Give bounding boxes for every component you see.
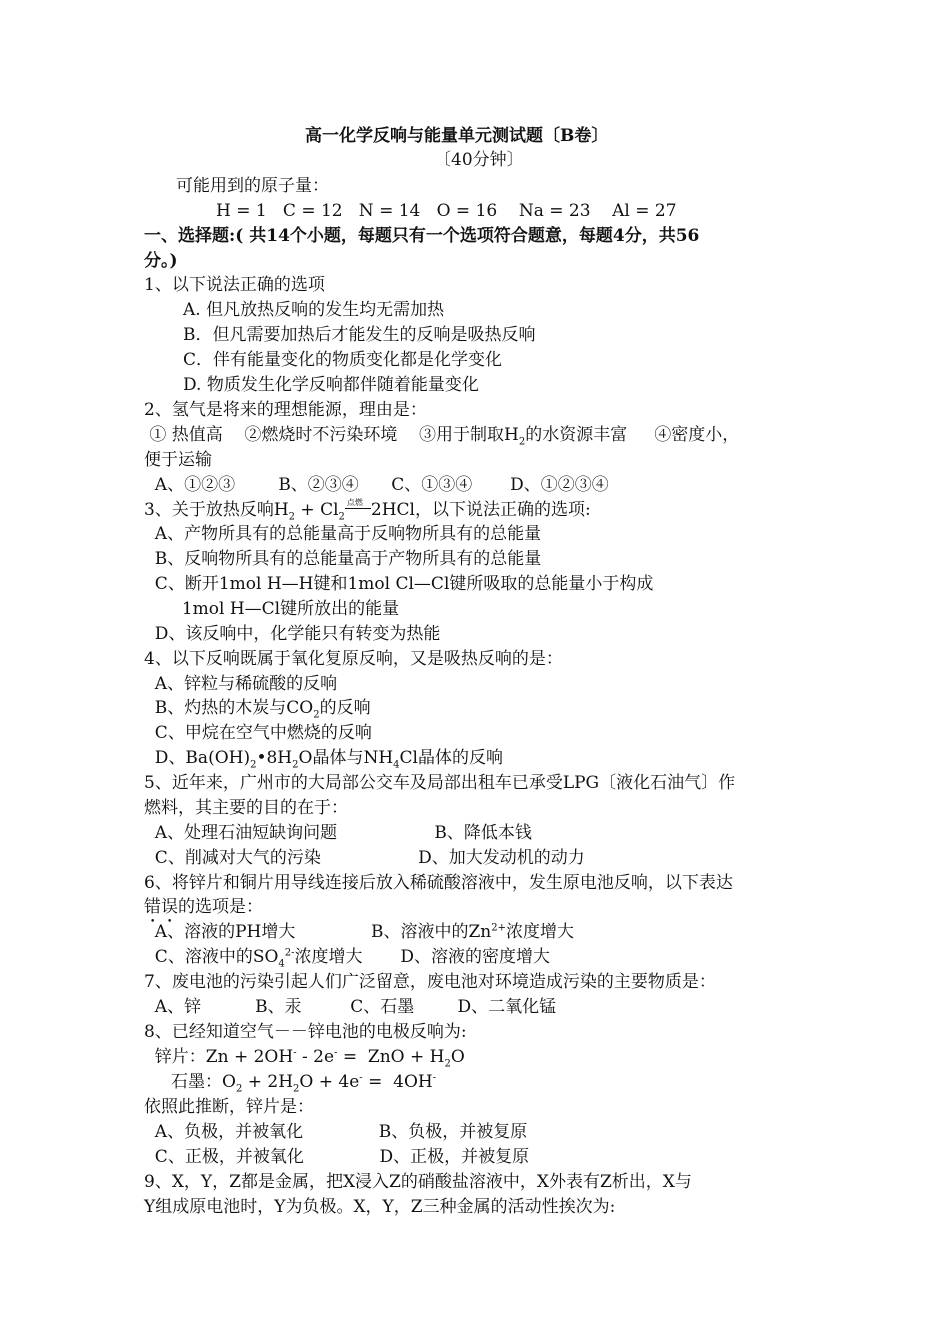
question-6-options-cd: C、溶液中的$SO_4^{2-}$浓度增大 D、溶液的密度增大 [144,947,550,970]
question-2-stem: 2、氢气是将来的理想能源，理由是： [144,400,427,420]
question-5-stem-cont: 燃料，其主要的目的在于： [144,798,348,818]
question-9-stem-cont: Y组成原电池时，Y为负极。X，Y，Z三种金属的活动性挨次为: [144,1197,616,1217]
question-1-stem: 1、以下说法正确的选项 [144,275,325,295]
question-7-stem: 7、废电池的污染引起人们广泛留意，废电池对环境造成污染的主要物质是： [144,972,716,992]
question-4-stem: 4、以下反响既属于氧化复原反响，又是吸热反响的是： [144,649,563,669]
question-3-option-b: B、反响物所具有的总能量高于产物所具有的总能量 [144,549,542,569]
reaction-arrow: 点燃 [345,498,371,522]
question-2-options: A、①②③ B、②③④ C、①③④ D、①②③④ [144,475,609,495]
section-heading-cont: 分。) [144,251,178,271]
question-8-stem: 8、已经知道空气－－锌电池的电极反响为: [144,1022,467,1042]
question-8-options-ab: A、负极，并被氧化 B、负极，并被复原 [144,1122,528,1142]
question-6-stem: 6、将锌片和铜片用导线连接后放入稀硫酸溶液中，发生原电池反响，以下表达 [144,873,733,893]
question-7-options: A、锌 B、汞 C、石墨 D、二氧化锰 [144,997,557,1017]
atomic-mass-values: H = 1 C = 12 N = 14 O = 16 Na = 23 Al = 27 [216,201,677,221]
question-1-option-b: B．但凡需要加热后才能发生的反响是吸热反响 [183,325,536,345]
question-3-option-a: A、产物所具有的总能量高于反响物所具有的总能量 [144,524,542,544]
exam-duration: 〔40分钟〕 [434,150,524,170]
question-2-reasons-cont: 便于运输 [144,450,212,470]
question-1-option-d: D. 物质发生化学反响都伴随着能量变化 [183,375,479,395]
question-1-option-c: C．伴有能量变化的物质变化都是化学变化 [183,350,503,370]
emphasis-text: 错误 [144,897,178,917]
question-6-options-ab: A、溶液的PH增大 B、溶液中的$Zn^{2+}$浓度增大 [144,922,575,942]
question-1-option-a: A. 但凡放热反响的发生均无需加热 [183,300,445,320]
question-5-options-cd: C、削减对大气的污染 D、加大发动机的动力 [144,848,585,868]
question-6-stem-cont: 错误的选项是： [144,897,263,917]
question-9-stem: 9、X，Y，Z都是金属，把X浸入Z的硝酸盐溶液中，X外表有Z析出，X与 [144,1172,692,1192]
question-4-option-d: D、$Ba(OH)_2•8H_2O$晶体与$NH_4Cl$晶体的反响 [144,748,503,771]
question-2-reasons: ① 热值高 ②燃烧时不污染环境 ③用于制取$H_2$的水资源丰富 ④密度小， [144,425,740,448]
graphite-electrode-equation: 石墨：$O_2 + 2H_2O + 4e^- = 4OH^-$ [144,1072,437,1095]
question-4-option-c: C、甲烷在空气中燃烧的反响 [144,723,372,743]
section-heading: 一、选择题:( 共14个小题，每题只有一个选项符合题意，每题4分，共56 [144,226,700,246]
question-5-options-ab: A、处理石油短缺询问题 B、降低本钱 [144,823,532,843]
question-3-option-c-cont: 1mol H—Cl键所放出的能量 [144,599,400,619]
question-3-option-c: C、断开1mol H—H键和1mol Cl—Cl键所吸取的总能量小于构成 [144,574,654,594]
question-3-option-d: D、该反响中，化学能只有转变为热能 [144,624,441,644]
question-3-stem: 3、关于放热反响$H_2 + Cl_2$ 点燃 2HCl，以下说法正确的选项: [144,498,591,523]
question-8-options-cd: C、正极，并被氧化 D、正极，并被复原 [144,1147,530,1167]
page-title: 高一化学反响与能量单元测试题〔B卷〕 [305,126,609,146]
question-8-conclusion: 依照此推断，锌片是： [144,1097,314,1117]
question-4-option-a: A、锌粒与稀硫酸的反响 [144,674,338,694]
question-5-stem: 5、近年来，广州市的大局部公交车及局部出租车已承受LPG〔液化石油气〕作 [144,773,736,793]
zinc-electrode-equation: 锌片：Zn + 2OH- - 2e- = ZnO + $H_2O$ [144,1047,465,1070]
question-4-option-b: B、灼热的木炭与$CO_2$的反响 [144,698,371,721]
atomic-mass-label: 可能用到的原子量： [176,176,329,196]
